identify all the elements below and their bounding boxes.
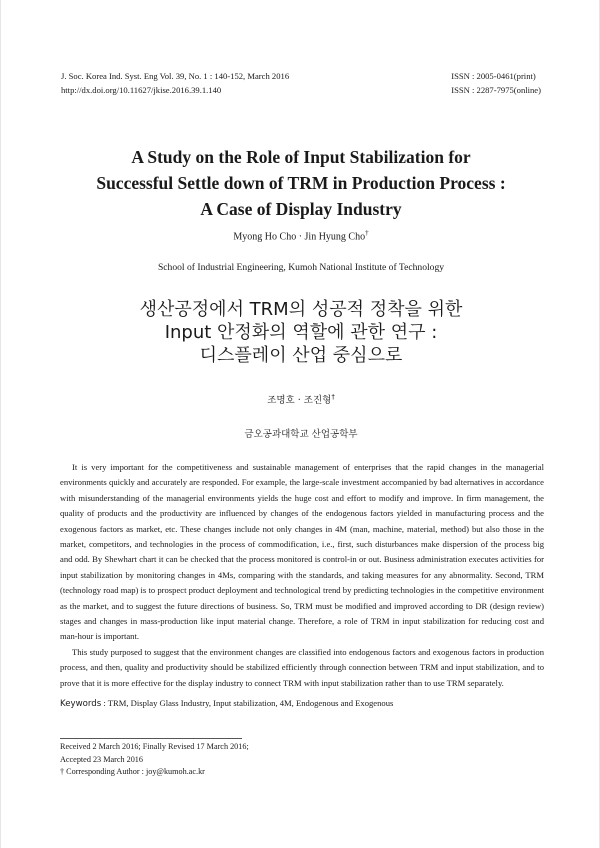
doi-link[interactable]: http://dx.doi.org/10.11627/jkise.2016.39.1.140 [61,85,222,95]
abstract-paragraph: It is very important for the competitiveness and sustainable management of enterprises that the rapid changes in the managerial environments quickly and accurately are responded. For example, the large-scale investment accompanied by bad alternatives in accordance with misunderstanding of the managerial environments yields the huge cost and effort to modify and improve. In firm management, the quality of products and the productivity are influenced by changes of the endogenous factors yielded in manufacturing process and the exogenous factors as market, etc. These changes include not only changes in 4M (man, machine, material, method) but also those in the market, competitors, and technologies in the process of commodification, i.e., first, such disturbances make dispersion of the process big and odd. By Shewhart chart it can be checked that the process monitored is control-in or out. Business administration executes activities for input stabilization by monitoring changes in 4Ms, comparing with the standards, and taking measures for any abnormality. Second, TRM (technology road map) is to prospect product deployment and technological trend by predicting technologies in the competitive environment as the market, and to suggest the future directions of business. So, TRM must be modified and improved according to DR (design review) stages and changes in mass-production like input material change. Therefore, a role of TRM in input stabilization for reducing cost and man-hour is important. [60,462,544,642]
english-authors [1,229,600,242]
keywords-separator: : [101,698,108,708]
korean-title-line: Input 안정화의 역할에 관한 연구 : [164,322,438,343]
journal-citation: J. Soc. Korea Ind. Syst. Eng Vol. 39, No. 1 : 140-152, March 2016 [61,71,290,81]
korean-affiliation: 금오공과대학교 산업공학부 [244,429,358,440]
keywords-label: Keywords [60,699,102,709]
keywords-text: TRM, Display Glass Industry, Input stabilization, 4M, Endogenous and Exogenous [107,698,394,708]
footnotes [60,741,249,779]
issn-print: ISSN : 2005-0461(print) [451,71,536,81]
corresponding-mark: † [331,392,335,401]
korean-authors [1,392,600,406]
korean-title-line: 디스플레이 산업 중심으로 [199,345,403,366]
korean-author-names: 조명호 · 조진형 [267,395,332,406]
footnote-divider [60,738,242,739]
english-title-line: A Study on the Role of Input Stabilization for [131,147,471,167]
english-title-line: Successful Settle down of TRM in Production Process : [96,173,506,193]
footnote-accepted: Accepted 23 March 2016 [60,754,143,764]
abstract [60,460,544,691]
issn-online: ISSN : 2287-7975(online) [451,85,541,95]
footnote-corresponding: † Corresponding Author : joy@kumoh.ac.kr [60,767,205,777]
english-affiliation: School of Industrial Engineering, Kumoh National Institute of Technology [157,262,445,273]
english-title [1,144,600,222]
footnote-received: Received 2 March 2016; Finally Revised 17 March 2016; [60,742,249,751]
english-title-line: A Case of Display Industry [200,199,402,219]
korean-title-line: 생산공정에서 TRM의 성공적 정착을 위한 [139,299,463,320]
abstract-paragraph: This study purposed to suggest that the environment changes are classified into endogenous factors and exogenous factors in production process, and then, quality and productivity should be stabilized efficiently through connection between TRM and input stabilization, and to prove that it is more effective for the display industry to connect TRM with input stabilization rather than to use TRM separately. [60,646,544,688]
keywords [60,696,544,711]
corresponding-mark: † [365,229,369,237]
english-author-names: Myong Ho Cho · Jin Hyung Cho [233,231,366,243]
korean-title [1,298,600,367]
